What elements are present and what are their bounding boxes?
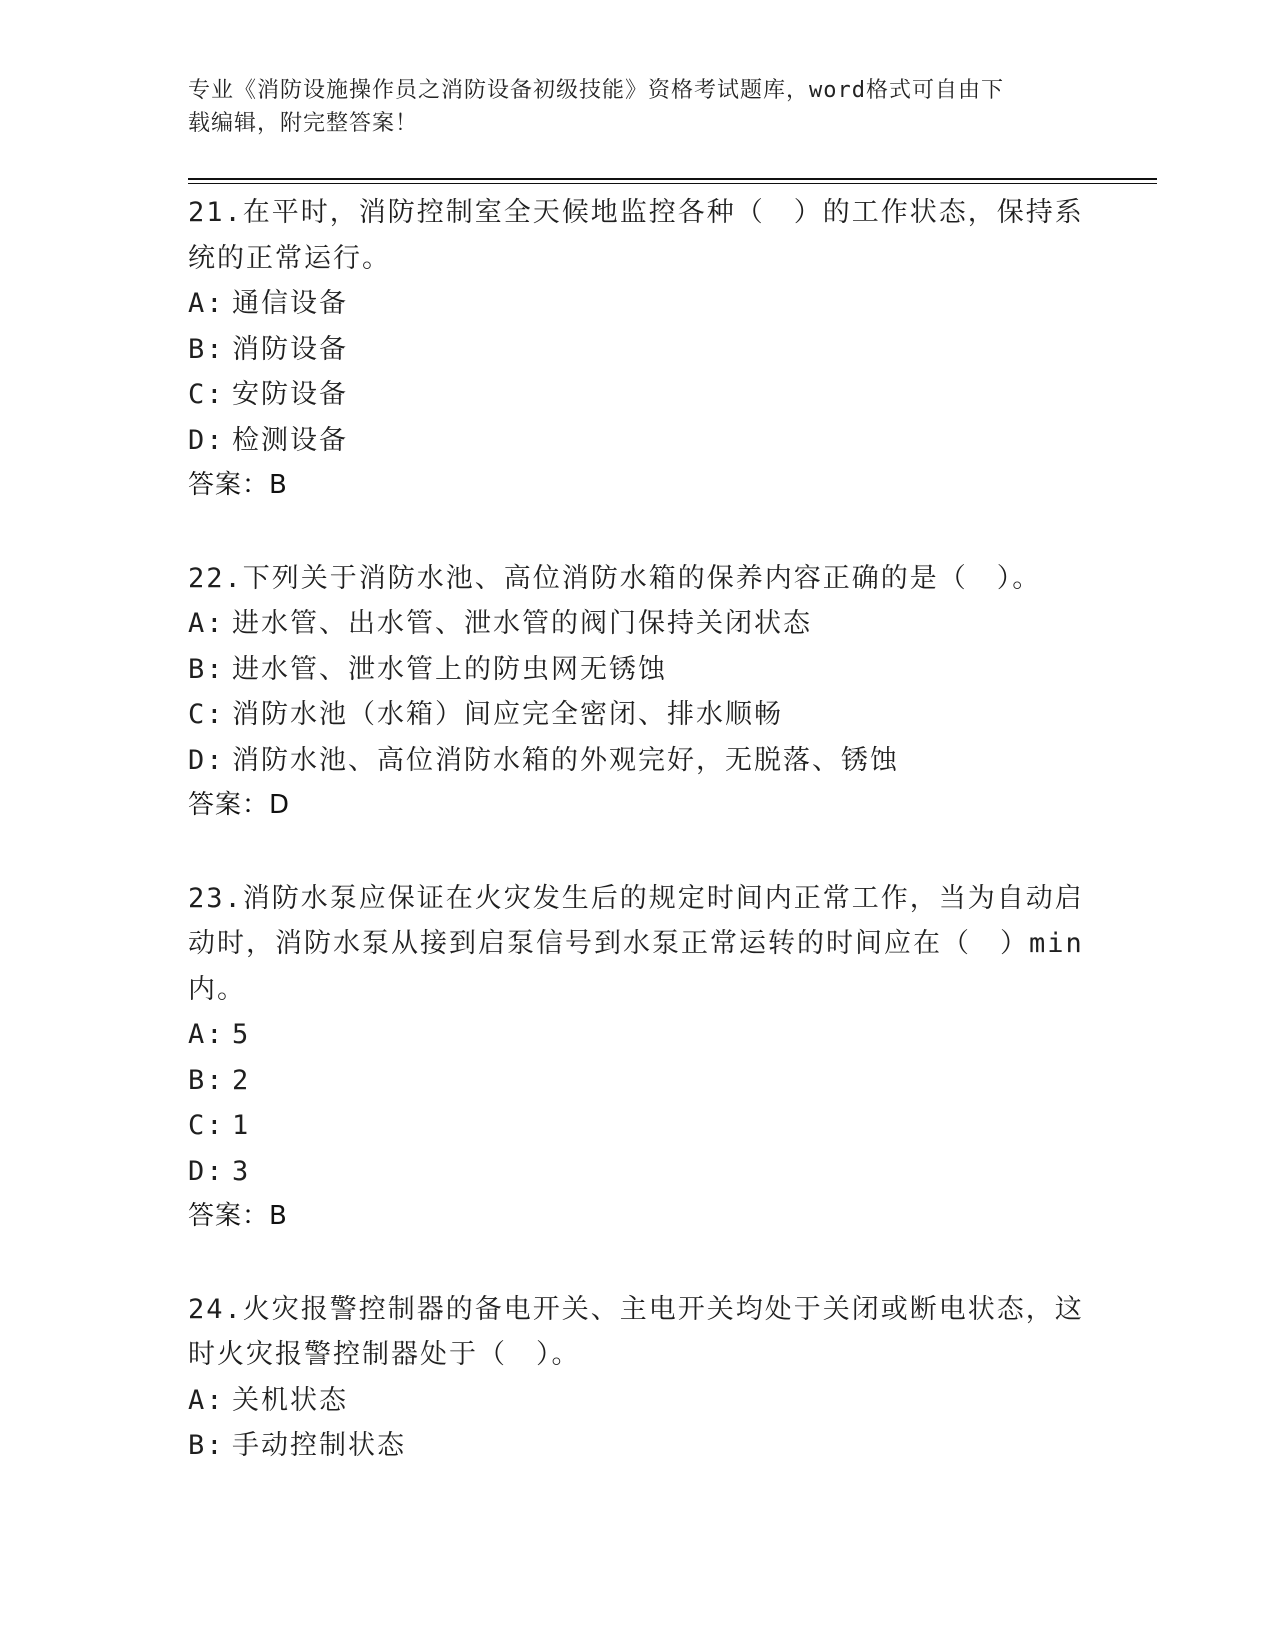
question-text-line: 24.火灾报警控制器的备电开关、主电开关均处于关闭或断电状态，这 bbox=[188, 1293, 1084, 1325]
option-letter: B: bbox=[188, 1064, 225, 1096]
answer-label: 答案： bbox=[188, 1201, 270, 1231]
option-d bbox=[188, 1149, 1088, 1195]
header-divider-thick bbox=[188, 178, 1157, 180]
header-divider-thin bbox=[188, 183, 1157, 184]
option-letter: D: bbox=[188, 1155, 225, 1187]
option-c bbox=[188, 372, 1088, 418]
option-letter: A: bbox=[188, 608, 225, 639]
option-text: 5 bbox=[232, 1019, 251, 1050]
option-b bbox=[188, 1423, 1088, 1469]
question-text-line: 内。 bbox=[188, 973, 246, 1005]
option-letter: B: bbox=[188, 1430, 225, 1461]
answer-value: B bbox=[269, 1201, 288, 1231]
question-text-line: 动时，消防水泵从接到启泵信号到水泵正常运转的时间应在（ ）min bbox=[188, 928, 1084, 959]
question-24 bbox=[188, 1287, 1088, 1469]
question-text-line: 统的正常运行。 bbox=[188, 242, 391, 274]
question-text-line: 23.消防水泵应保证在火灾发生后的规定时间内正常工作，当为自动启 bbox=[188, 882, 1084, 914]
option-text: 消防水池、高位消防水箱的外观完好，无脱落、锈蚀 bbox=[232, 744, 899, 776]
question-23 bbox=[188, 876, 1088, 1240]
option-b bbox=[188, 647, 1088, 693]
option-d bbox=[188, 418, 1088, 464]
answer-label: 答案： bbox=[188, 790, 270, 820]
option-letter: C: bbox=[188, 379, 225, 410]
option-text: 进水管、泄水管上的防虫网无锈蚀 bbox=[232, 653, 667, 685]
option-letter: D: bbox=[188, 424, 225, 456]
option-text: 1 bbox=[232, 1110, 251, 1141]
option-a bbox=[188, 1378, 1088, 1424]
option-a bbox=[188, 281, 1088, 327]
option-d bbox=[188, 738, 1088, 784]
header-line-2: 载编辑，附完整答案！ bbox=[188, 111, 419, 136]
option-text: 3 bbox=[232, 1155, 251, 1187]
option-text: 通信设备 bbox=[232, 288, 348, 319]
option-letter: C: bbox=[188, 1110, 225, 1141]
answer-line bbox=[188, 783, 1088, 829]
answer-value: D bbox=[269, 790, 291, 820]
option-letter: A: bbox=[188, 1384, 225, 1416]
question-text-line: 22.下列关于消防水池、高位消防水箱的保养内容正确的是（ ）。 bbox=[188, 562, 1042, 594]
option-text: 消防水池（水箱）间应完全密闭、排水顺畅 bbox=[232, 699, 783, 730]
option-text: 检测设备 bbox=[232, 424, 348, 456]
option-a bbox=[188, 601, 1088, 647]
option-text: 进水管、出水管、泄水管的阀门保持关闭状态 bbox=[232, 608, 812, 639]
option-letter: B: bbox=[188, 333, 225, 365]
answer-line bbox=[188, 1194, 1088, 1240]
answer-line bbox=[188, 463, 1088, 509]
option-c bbox=[188, 692, 1088, 738]
option-b bbox=[188, 327, 1088, 373]
option-text: 手动控制状态 bbox=[232, 1430, 406, 1461]
option-text: 关机状态 bbox=[232, 1384, 348, 1416]
question-list bbox=[188, 190, 1088, 1469]
question-text-line: 时火灾报警控制器处于（ ）。 bbox=[188, 1339, 581, 1370]
option-a bbox=[188, 1012, 1088, 1058]
document-header bbox=[188, 74, 1078, 140]
option-letter: A: bbox=[188, 1019, 225, 1050]
question-21 bbox=[188, 190, 1088, 509]
option-c bbox=[188, 1103, 1088, 1149]
option-letter: C: bbox=[188, 699, 225, 730]
option-text: 安防设备 bbox=[232, 379, 348, 410]
option-text: 2 bbox=[232, 1064, 251, 1096]
option-b bbox=[188, 1058, 1088, 1104]
question-22 bbox=[188, 556, 1088, 829]
question-text-line: 21.在平时，消防控制室全天候地监控各种（ ）的工作状态，保持系 bbox=[188, 197, 1084, 228]
answer-label: 答案： bbox=[188, 470, 270, 500]
option-letter: A: bbox=[188, 288, 225, 319]
option-letter: D: bbox=[188, 744, 225, 776]
option-letter: B: bbox=[188, 653, 225, 685]
answer-value: B bbox=[269, 470, 288, 500]
header-line-1: 专业《消防设施操作员之消防设备初级技能》资格考试题库，word格式可自由下 bbox=[188, 78, 1004, 103]
option-text: 消防设备 bbox=[232, 333, 348, 365]
